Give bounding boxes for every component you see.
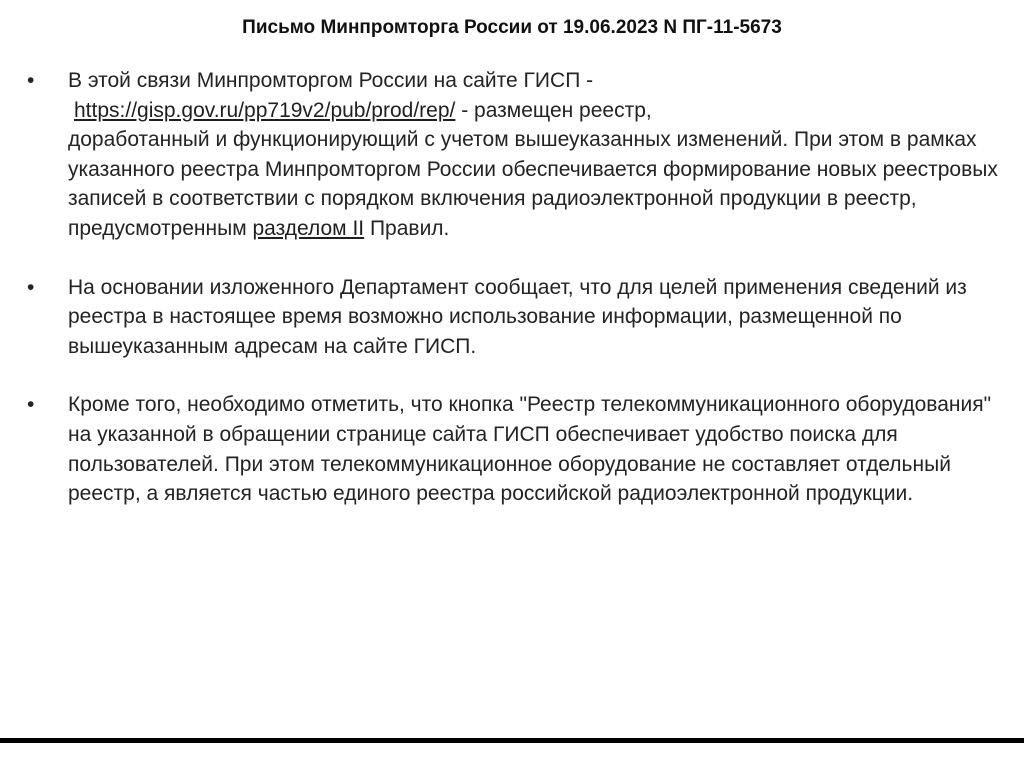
bullet-3-text: Кроме того, необходимо отметить, что кнопка "Реестр телекоммуникационного оборудования" на указанной в обращении странице сайта ГИСП обеспечивает удобство поиска для пользователей. При этом телекоммуникационное оборудование не составляет отдельный реестр, а является частью единого реестра российской радиоэлектронной продукции.: [68, 393, 992, 506]
bullet-1-line1: В этой связи Минпромторгом России на сайте ГИСП -: [68, 69, 594, 92]
bullet-point-icon: •: [27, 393, 35, 417]
section-ii-link[interactable]: разделом II: [252, 216, 365, 240]
bullet-item-1: [27, 66, 1002, 244]
bullet-point-icon: •: [27, 69, 35, 92]
bullet-1-after-link: - размещен реестр,: [455, 98, 652, 122]
bullet-point-icon: •: [27, 275, 35, 299]
slide-title: Письмо Минпромторга России от 19.06.2023 N ПГ-11-5673: [242, 17, 782, 38]
bottom-divider: [0, 738, 1024, 743]
gisp-registry-link[interactable]: https://gisp.gov.ru/pp719v2/pub/prod/rep/: [74, 98, 456, 122]
bullet-1-ending: Правил.: [364, 216, 450, 240]
bullet-item-3: [27, 390, 1002, 508]
bullet-item-2: [27, 273, 1002, 362]
bullet-2-text: На основании изложенного Департамент сообщает, что для целей применения сведений из реестра в настоящее время возможно использование информации, размещенной по вышеуказанным адресам на сайте ГИСП.: [68, 275, 967, 358]
bullet-list: [27, 66, 1002, 509]
bullet-1-middle: доработанный и функционирующий с учетом вышеуказанных изменений. При этом в рамках указанного реестра Минпромторгом России обеспечивается формирование новых реестровых записей в соответствии с порядком включения радиоэлектронной продукции в реестр, предусмотренным: [68, 128, 998, 240]
